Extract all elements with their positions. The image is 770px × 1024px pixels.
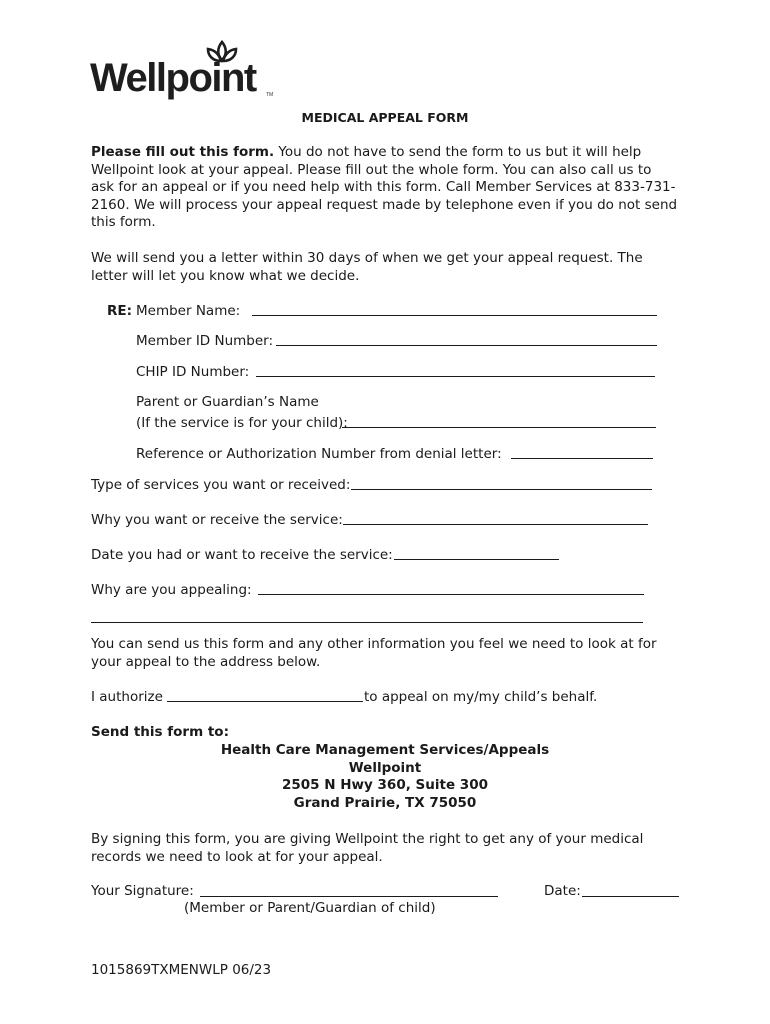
signature-date-field[interactable] xyxy=(582,896,679,897)
authorize-suffix: to appeal on my/my child’s behalf. xyxy=(364,689,598,705)
signature-label: Your Signature: xyxy=(91,883,194,899)
date-service-label: Date you had or want to receive the service: xyxy=(91,547,393,563)
authorized-person-field[interactable] xyxy=(167,701,363,702)
member-name-field[interactable] xyxy=(252,315,657,316)
signature-sub-label: (Member or Parent/Guardian of child) xyxy=(184,900,436,916)
consent-line-2: records we need to look at for your appeal. xyxy=(91,848,383,865)
address-line-1: Health Care Management Services/Appeals xyxy=(220,742,550,758)
consent-line-1: By signing this form, you are giving Wellpoint the right to get any of your medical xyxy=(91,831,644,847)
letter-notice xyxy=(91,250,691,285)
intro-line-5: this form. xyxy=(91,214,156,230)
type-of-services-field[interactable] xyxy=(351,489,652,490)
send-info-line-2: your appeal to the address below. xyxy=(91,653,321,670)
intro-paragraph xyxy=(91,144,691,232)
address-line-4: Grand Prairie, TX 75050 xyxy=(293,795,477,811)
address-line-3: 2505 N Hwy 360, Suite 300 xyxy=(281,777,488,793)
intro-lead: Please fill out this form. xyxy=(91,144,275,160)
wellpoint-logo xyxy=(90,40,275,102)
footer-form-code: 1015869TXMENWLP 06/23 xyxy=(91,962,272,978)
why-service-label: Why you want or receive the service: xyxy=(91,512,343,528)
member-id-field[interactable] xyxy=(276,345,657,346)
reference-number-label: Reference or Authorization Number from denial letter: xyxy=(136,446,502,462)
intro-line-3: ask for an appeal or if you need help with this form. Call Member Services at 833-731- xyxy=(91,179,676,195)
type-of-services-label: Type of services you want or received: xyxy=(91,477,351,493)
consent-paragraph xyxy=(91,831,691,866)
date-label: Date: xyxy=(544,883,581,899)
re-label: RE: xyxy=(107,303,133,319)
intro-line-2: Wellpoint look at your appeal. Please fill out the whole form. You can also call us to xyxy=(91,161,652,178)
send-info-line-1: You can send us this form and any other information you feel we need to look at for xyxy=(91,636,657,652)
letter-notice-line-2: letter will let you know what we decide. xyxy=(91,267,360,284)
why-service-field[interactable] xyxy=(343,524,648,525)
intro-line-1: You do not have to send the form to us but it will help xyxy=(274,144,642,160)
why-appealing-label: Why are you appealing: xyxy=(91,582,252,598)
address-line-2: Wellpoint xyxy=(348,760,422,776)
form-title: MEDICAL APPEAL FORM xyxy=(301,110,469,125)
letter-notice-line-1: We will send you a letter within 30 days of when we get your appeal request. The xyxy=(91,250,643,266)
send-info-paragraph xyxy=(91,636,691,671)
send-to-heading: Send this form to: xyxy=(91,724,229,740)
reference-number-field[interactable] xyxy=(511,458,653,459)
member-id-label: Member ID Number: xyxy=(136,333,274,349)
why-appealing-field[interactable] xyxy=(258,594,644,595)
chip-id-field[interactable] xyxy=(256,376,655,377)
logo-trademark: TM xyxy=(266,92,274,98)
guardian-label-line-2: (If the service is for your child): xyxy=(136,415,348,431)
logo-wordmark: Wellpoint xyxy=(90,56,256,100)
member-name-label: Member Name: xyxy=(136,303,241,319)
guardian-name-field[interactable] xyxy=(342,427,656,428)
date-service-field[interactable] xyxy=(394,559,559,560)
guardian-label-line-1: Parent or Guardian’s Name xyxy=(136,394,319,410)
signature-field[interactable] xyxy=(200,896,498,897)
why-appealing-field-line-2[interactable] xyxy=(91,622,643,623)
authorize-prefix: I authorize xyxy=(91,689,163,705)
intro-line-4: 2160. We will process your appeal request made by telephone even if you do not send xyxy=(91,196,678,213)
chip-id-label: CHIP ID Number: xyxy=(136,364,250,380)
